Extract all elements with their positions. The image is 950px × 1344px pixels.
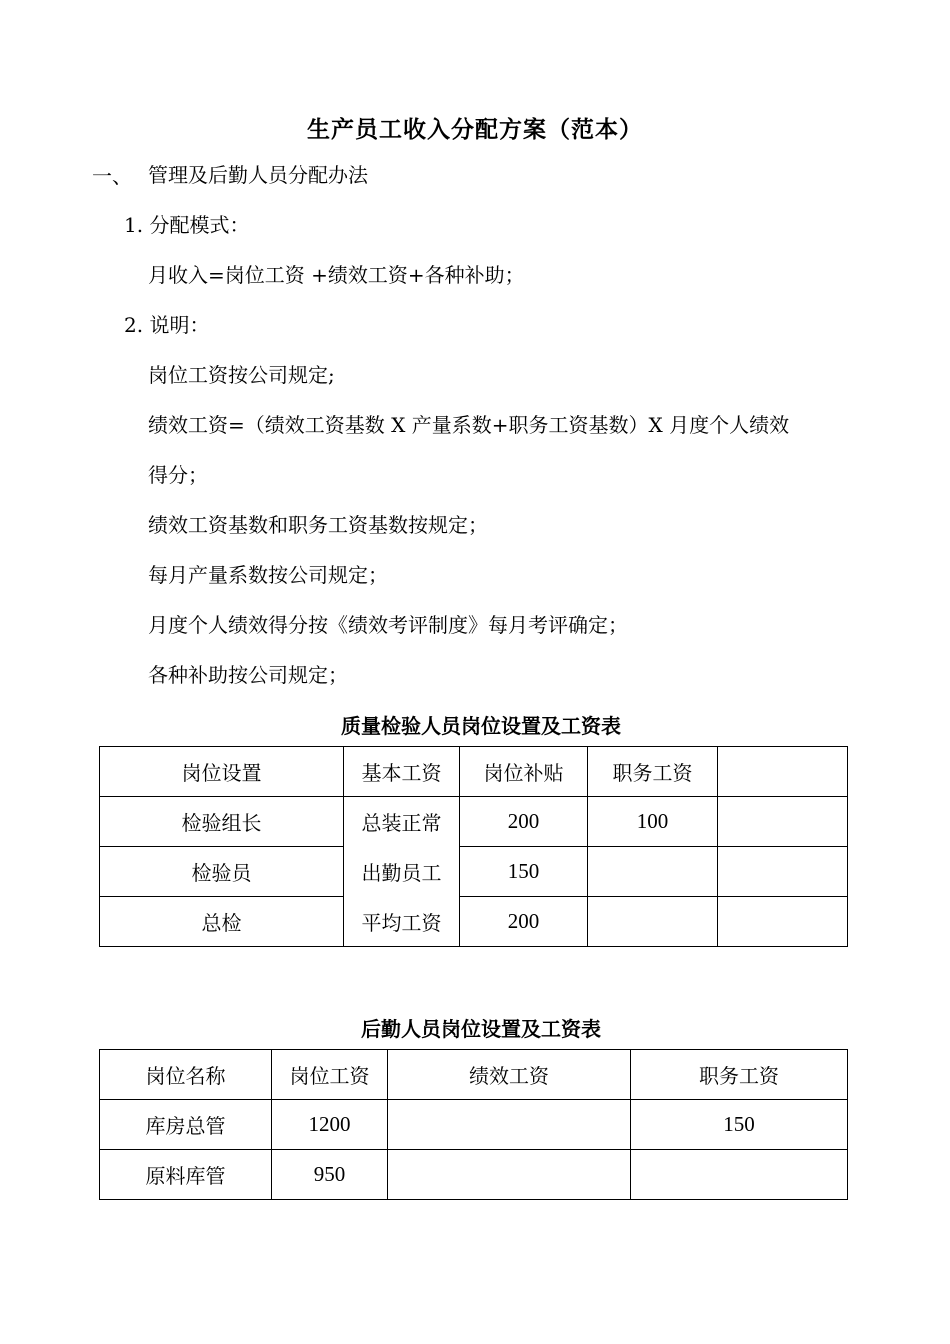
basic-wage-cell: 平均工资 — [344, 897, 460, 947]
logistics-table — [99, 1049, 848, 1200]
income-formula: 月收入=岗位工资 +绩效工资+各种补助； — [148, 263, 525, 287]
table-header-row — [100, 1050, 848, 1100]
extra-cell — [718, 797, 848, 847]
allowance-cell: 150 — [460, 847, 588, 897]
duty-wage-cell: 100 — [588, 797, 718, 847]
extra-cell — [718, 897, 848, 947]
duty-wage-cell: 150 — [631, 1100, 848, 1150]
position-cell: 总检 — [100, 897, 344, 947]
table-row — [100, 1150, 848, 1200]
table-row — [100, 1100, 848, 1150]
note-line: 绩效工资=（绩效工资基数 X 产量系数+职务工资基数）X 月度个人绩效 — [148, 413, 790, 437]
header-cell: 岗位工资 — [272, 1050, 388, 1100]
item-2-label: 2. 说明： — [124, 313, 210, 337]
basic-wage-cell: 出勤员工 — [344, 847, 460, 897]
note-line: 得分； — [148, 463, 208, 487]
header-cell — [718, 747, 848, 797]
header-cell: 绩效工资 — [388, 1050, 631, 1100]
duty-wage-cell — [631, 1150, 848, 1200]
header-cell: 岗位名称 — [100, 1050, 272, 1100]
table2-title: 后勤人员岗位设置及工资表 — [361, 1017, 601, 1041]
table-row — [100, 797, 848, 847]
basic-wage-cell: 总装正常 — [344, 797, 460, 847]
performance-wage-cell — [388, 1150, 631, 1200]
header-cell: 基本工资 — [344, 747, 460, 797]
position-wage-cell: 1200 — [272, 1100, 388, 1150]
table1-title: 质量检验人员岗位设置及工资表 — [341, 714, 621, 738]
note-line: 各种补助按公司规定； — [148, 663, 348, 687]
position-cell: 检验组长 — [100, 797, 344, 847]
table-row — [100, 847, 848, 897]
section-number: 一、 — [92, 164, 132, 188]
position-name-cell: 原料库管 — [100, 1150, 272, 1200]
duty-wage-cell — [588, 847, 718, 897]
table-header-row — [100, 747, 848, 797]
position-name-cell: 库房总管 — [100, 1100, 272, 1150]
item-1-label: 1. 分配模式： — [124, 213, 250, 237]
position-wage-cell: 950 — [272, 1150, 388, 1200]
header-cell: 岗位补贴 — [460, 747, 588, 797]
header-cell: 职务工资 — [631, 1050, 848, 1100]
section-heading: 管理及后勤人员分配办法 — [148, 163, 368, 187]
note-line: 月度个人绩效得分按《绩效考评制度》每月考评确定； — [148, 613, 628, 637]
allowance-cell: 200 — [460, 897, 588, 947]
extra-cell — [718, 847, 848, 897]
note-line: 绩效工资基数和职务工资基数按规定； — [148, 513, 488, 537]
allowance-cell: 200 — [460, 797, 588, 847]
header-cell: 职务工资 — [588, 747, 718, 797]
performance-wage-cell — [388, 1100, 631, 1150]
duty-wage-cell — [588, 897, 718, 947]
quality-inspection-table — [99, 746, 848, 947]
document-title: 生产员工收入分配方案（范本） — [307, 116, 643, 143]
note-line: 每月产量系数按公司规定； — [148, 563, 388, 587]
header-cell: 岗位设置 — [100, 747, 344, 797]
position-cell: 检验员 — [100, 847, 344, 897]
table-row — [100, 897, 848, 947]
note-line: 岗位工资按公司规定; — [148, 363, 335, 387]
